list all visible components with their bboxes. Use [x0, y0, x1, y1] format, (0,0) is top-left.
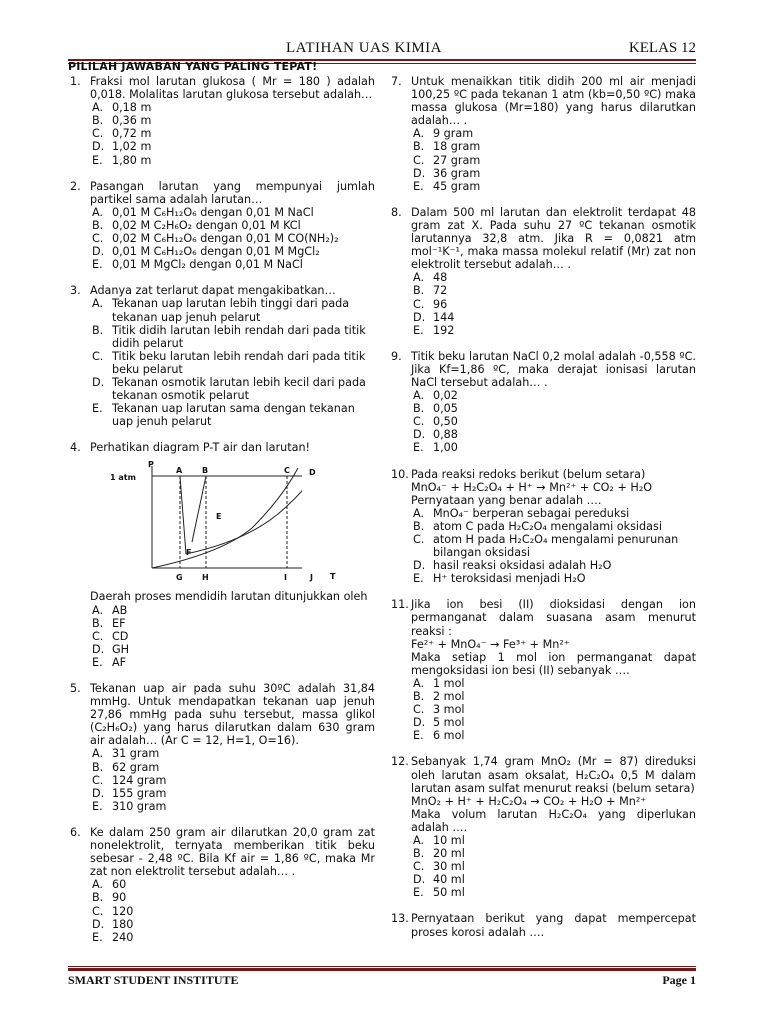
curve-water-vapor [152, 468, 298, 568]
answer-option-a [90, 747, 375, 760]
option-text: Tekanan osmotik larutan lebih kecil dari pada tekanan osmotik pelarut [112, 375, 366, 403]
option-letter: C. [413, 297, 425, 311]
option-text: Tekanan uap larutan lebih tinggi dari pada tekanan uap jenuh pelarut [112, 297, 350, 324]
question-number: 5. [70, 682, 81, 695]
answer-option-e [90, 931, 375, 944]
option-letter: A. [413, 676, 425, 690]
question-number: 12. [391, 755, 409, 769]
option-text: 192 [433, 323, 455, 337]
answer-option-d [90, 643, 375, 656]
answer-option-a [90, 297, 375, 323]
option-text: 6 mol [433, 729, 465, 743]
question-number: 11. [391, 598, 409, 612]
footer-rule-thin [68, 966, 696, 967]
question-number: 8. [391, 205, 402, 219]
option-text: 5 mol [433, 716, 465, 730]
footer-institute: SMART STUDENT INSTITUTE [68, 973, 239, 987]
answer-option-c [90, 774, 375, 787]
option-letter: B. [92, 114, 104, 128]
option-letter: D. [92, 140, 105, 154]
question-stem: Tekanan uap air pada suhu 30ºC adalah 31,84 mmHg. Untuk mendapatkan tekanan uap jenuh 27,86 mmHg pada suhu tersebut, massa glikol (C₂H₆O₂) yang harus dilarutkan dalam 630 gram air adalah… (Ar C = 12, H=1, O=16). [90, 682, 375, 748]
option-letter: C. [413, 703, 425, 717]
page-header [68, 40, 696, 60]
option-text: 0,02 [433, 389, 458, 403]
question-stem: Adanya zat terlarut dapat mengakibatkan… [90, 284, 336, 298]
option-text: 62 gram [112, 760, 160, 774]
option-letter: A. [413, 271, 425, 285]
option-text: 20 ml [433, 847, 465, 861]
question-followup: Maka setiap 1 mol ion permanganat dapat mengoksidasi ion besi (II) sebanyak …. [411, 650, 696, 677]
answer-option-b [411, 402, 696, 415]
option-text: 0,05 [433, 402, 458, 416]
option-text: 1,80 m [112, 153, 152, 167]
option-text: CD [112, 629, 129, 643]
answer-option-c [411, 298, 696, 311]
option-text: 18 gram [433, 140, 481, 154]
answer-option-b [411, 847, 696, 860]
curve-solution-solid [192, 476, 206, 542]
question-stem: Sebanyak 1,74 gram MnO₂ (Mr = 87) direduksi oleh larutan asam oksalat, H₂C₂O₄ 0,5 M dalam larutan asam sulfat menurut reaksi (belum setara) [411, 755, 696, 795]
answer-option-c [411, 415, 696, 428]
option-text: AF [112, 655, 127, 669]
option-letter: E. [92, 799, 103, 813]
question-number: 7. [391, 75, 402, 88]
option-letter: A. [92, 603, 104, 617]
option-letter: C. [92, 232, 104, 246]
answer-option-a [411, 271, 696, 284]
answer-option-b [90, 219, 375, 232]
option-letter: E. [92, 930, 103, 944]
option-text: 36 gram [433, 166, 481, 180]
diagram-label-pressure-label: 1 atm [110, 473, 136, 483]
answer-option-b [411, 284, 696, 297]
instruction: PILILAH JAWABAN YANG PALING TEPAT! [68, 60, 318, 73]
diagram-label-b: B [202, 466, 209, 476]
reaction-equation: MnO₄⁻ + H₂C₂O₄ + H⁺ → Mn²⁺ + CO₂ + H₂O [411, 480, 653, 494]
option-letter: E. [92, 258, 103, 272]
option-text: 0,01 M MgCl₂ dengan 0,01 M NaCl [112, 258, 303, 272]
option-letter: E. [413, 179, 424, 193]
question-1 [68, 75, 375, 167]
answer-option-e [90, 656, 375, 669]
option-text: 0,72 m [112, 127, 152, 141]
footer-rule-thick [68, 968, 696, 971]
diagram-label-g: G [176, 573, 183, 583]
option-text: 48 [433, 271, 448, 285]
option-text: Titik beku larutan lebih rendah dari pada titik beku pelarut [112, 349, 366, 376]
option-letter: E. [413, 886, 424, 900]
option-letter: B. [413, 519, 425, 533]
option-text: Titik didih larutan lebih rendah dari pada titik didih pelarut [112, 323, 366, 350]
option-text: 9 gram [433, 127, 474, 141]
answer-option-a [90, 878, 375, 891]
option-text: 30 ml [433, 860, 465, 874]
answer-option-a [90, 101, 375, 114]
question-11 [389, 598, 696, 742]
option-letter: B. [413, 690, 425, 704]
option-text: 180 [112, 917, 134, 931]
answer-option-b [90, 761, 375, 774]
answer-option-d [90, 918, 375, 931]
answer-option-a [411, 389, 696, 402]
right-column [389, 75, 696, 952]
option-letter: B. [92, 323, 104, 337]
option-letter: C. [413, 153, 425, 167]
option-letter: B. [413, 140, 425, 154]
option-letter: C. [413, 415, 425, 429]
answer-option-b [90, 617, 375, 630]
option-letter: C. [413, 533, 425, 546]
option-text: 96 [433, 297, 448, 311]
option-text: 310 gram [112, 799, 167, 813]
pt-diagram [102, 458, 336, 588]
option-letter: D. [92, 642, 105, 656]
option-letter: A. [413, 506, 425, 520]
option-letter: B. [413, 284, 425, 298]
question-stem: Titik beku larutan NaCl 0,2 molal adalah -0,558 ºC. Jika Kf=1,86 ºC, maka derajat ionisasi larutan NaCl tersebut adalah… . [411, 349, 696, 389]
question-followup: Daerah proses mendidih larutan ditunjukkan oleh [90, 590, 368, 604]
question-number: 2. [70, 179, 81, 193]
option-text: 1,02 m [112, 140, 152, 154]
option-text: AB [112, 603, 128, 617]
answer-option-e [90, 258, 375, 271]
answer-option-d [90, 376, 375, 402]
answer-option-e [90, 402, 375, 428]
option-text: GH [112, 642, 130, 656]
option-letter: D. [413, 428, 426, 442]
answer-option-a [411, 834, 696, 847]
answer-option-c [90, 127, 375, 140]
question-7 [389, 75, 696, 193]
option-text: 60 [112, 878, 127, 892]
diagram-label-c: C [284, 466, 290, 476]
option-letter: D. [92, 245, 105, 259]
answer-option-d [90, 140, 375, 153]
option-letter: E. [413, 729, 424, 743]
option-text: H⁺ teroksidasi menjadi H₂O [433, 572, 586, 586]
option-text: Tekanan uap larutan sama dengan tekanan uap jenuh pelarut [112, 402, 355, 429]
diagram-label-a: A [176, 466, 183, 476]
question-8 [389, 206, 696, 337]
question-5 [68, 682, 375, 813]
option-letter: C. [413, 860, 425, 874]
footer-page-number: Page 1 [662, 973, 696, 987]
class-label: KELAS 12 [628, 40, 696, 56]
answer-option-c [411, 860, 696, 873]
option-text: 124 gram [112, 773, 167, 787]
option-letter: D. [413, 310, 426, 324]
page-title: LATIHAN UAS KIMIA [286, 40, 442, 56]
option-letter: B. [92, 891, 104, 905]
option-letter: E. [92, 402, 103, 416]
option-text: 1,00 [433, 441, 458, 455]
left-column [68, 75, 375, 957]
option-text: 0,01 M C₆H₁₂O₆ dengan 0,01 M MgCl₂ [112, 245, 320, 259]
reaction-equation: Fe²⁺ + MnO₄⁻ → Fe³⁺ + Mn²⁺ [411, 637, 570, 651]
answer-option-e [90, 800, 375, 813]
question-number: 10. [391, 467, 409, 481]
option-letter: B. [92, 760, 104, 774]
answer-option-b [411, 140, 696, 153]
question-stem: Pasangan larutan yang mempunyai jumlah partikel sama adalah larutan… [90, 179, 375, 206]
question-number: 1. [70, 75, 81, 88]
question-stem: Ke dalam 250 gram air dilarutkan 20,0 gram zat nonelektrolit, ternyata memberikan titik beku sebesar - 2,48 ºC. Bila Kf air = 1,86 ºC, maka Mr zat non elektrolit tersebut adalah… . [90, 825, 375, 879]
answer-option-c [411, 533, 696, 559]
answer-option-d [411, 873, 696, 886]
option-text: 31 gram [112, 747, 160, 761]
option-letter: C. [92, 904, 104, 918]
answer-option-a [411, 127, 696, 140]
answer-option-a [411, 677, 696, 690]
diagram-label-d: D [309, 468, 316, 478]
question-9 [389, 350, 696, 455]
option-letter: A. [92, 747, 104, 761]
answer-option-e [411, 441, 696, 454]
answer-option-d [411, 428, 696, 441]
question-2 [68, 180, 375, 272]
question-4 [68, 441, 375, 669]
option-letter: C. [92, 629, 104, 643]
option-letter: E. [413, 323, 424, 337]
option-text: 1 mol [433, 676, 465, 690]
option-text: 120 [112, 904, 134, 918]
answer-option-e [411, 572, 696, 585]
option-letter: D. [413, 166, 426, 180]
question-followup: Maka volum larutan H₂C₂O₄ yang diperlukan adalah …. [411, 807, 696, 834]
answer-option-e [90, 154, 375, 167]
option-text: 0,36 m [112, 114, 152, 128]
question-stem: Pada reaksi redoks berikut (belum setara) [411, 467, 646, 481]
option-letter: B. [92, 218, 104, 232]
option-letter: D. [413, 716, 426, 730]
option-text: 27 gram [433, 153, 481, 167]
option-letter: D. [92, 786, 105, 800]
option-letter: B. [92, 616, 104, 630]
question-13 [389, 912, 696, 938]
option-letter: A. [413, 833, 425, 847]
option-letter: E. [413, 441, 424, 455]
answer-option-e [411, 729, 696, 742]
answer-option-d [90, 787, 375, 800]
answer-option-d [411, 716, 696, 729]
option-letter: B. [413, 402, 425, 416]
option-text: 144 [433, 310, 455, 324]
answer-option-c [90, 905, 375, 918]
diagram-label-i: I [284, 573, 287, 583]
question-number: 4. [70, 441, 81, 455]
diagram-label-f: F [186, 548, 192, 558]
question-stem: Fraksi mol larutan glukosa ( Mr = 180 ) adalah 0,018. Molalitas larutan glukosa tersebut adalah… [90, 75, 375, 102]
option-letter: A. [92, 297, 104, 311]
answer-option-c [90, 350, 375, 376]
option-text: atom C pada H₂C₂O₄ mengalami oksidasi [433, 519, 662, 533]
answer-option-b [411, 520, 696, 533]
question-stem: Perhatikan diagram P-T air dan larutan! [90, 441, 311, 455]
option-letter: D. [413, 559, 426, 573]
option-letter: A. [92, 878, 104, 892]
option-text: hasil reaksi oksidasi adalah H₂O [433, 559, 612, 573]
option-text: atom H pada H₂C₂O₄ mengalami penurunan bilangan oksidasi [433, 533, 679, 560]
answer-option-c [90, 232, 375, 245]
question-3 [68, 284, 375, 428]
option-text: 0,02 M C₂H₆O₂ dengan 0,01 M KCl [112, 218, 301, 232]
question-number: 13. [391, 912, 409, 926]
option-letter: E. [92, 655, 103, 669]
curve-solution-vapor [186, 470, 302, 554]
answer-option-c [411, 703, 696, 716]
question-number: 6. [70, 825, 81, 839]
option-text: EF [112, 616, 126, 630]
option-text: 0,88 [433, 428, 458, 442]
reaction-equation: MnO₂ + H⁺ + H₂C₂O₄ → CO₂ + H₂O + Mn²⁺ [411, 794, 647, 808]
option-text: 50 ml [433, 886, 465, 900]
option-letter: A. [413, 127, 425, 141]
answer-option-b [411, 690, 696, 703]
option-letter: A. [413, 389, 425, 403]
answer-option-d [411, 311, 696, 324]
question-stem: Untuk menaikkan titik didih 200 ml air menjadi 100,25 ºC pada tekanan 1 atm (kb=0,50 ºC) maka massa glukosa (Mr=180) yang harus dilarutkan adalah… . [411, 75, 696, 128]
option-letter: A. [92, 101, 104, 115]
answer-option-a [411, 507, 696, 520]
diagram-label-h: H [202, 573, 209, 583]
option-letter: A. [92, 205, 104, 219]
curve-solid-liquid [180, 476, 186, 554]
option-text: 0,02 M C₆H₁₂O₆ dengan 0,01 M CO(NH₂)₂ [112, 232, 339, 246]
answer-option-b [90, 891, 375, 904]
option-text: 10 ml [433, 833, 465, 847]
option-letter: C. [92, 773, 104, 787]
option-letter: D. [413, 873, 426, 887]
option-text: 240 [112, 930, 134, 944]
diagram-label-axis-p: P [148, 460, 154, 470]
diagram-label-axis-t: T [330, 572, 336, 582]
question-number: 3. [70, 284, 81, 298]
question-stem: Dalam 500 ml larutan dan elektrolit terdapat 48 gram zat X. Pada suhu 27 ºC tekanan osmotik larutannya 32,8 atm. Jika R = 0,0821 atm mol⁻¹K⁻¹, maka massa molekul relatif (Mr) zat non elektrolit tersebut adalah… . [411, 205, 696, 272]
question-stem: Pernyataan berikut yang dapat mempercepat proses korosi adalah …. [411, 912, 696, 939]
diagram-label-j: J [310, 573, 313, 583]
option-text: 3 mol [433, 703, 465, 717]
option-text: 72 [433, 284, 448, 298]
answer-option-c [90, 630, 375, 643]
question-10 [389, 468, 696, 586]
answer-option-e [411, 180, 696, 193]
answer-option-d [411, 559, 696, 572]
option-text: 45 gram [433, 179, 481, 193]
option-letter: D. [92, 917, 105, 931]
question-stem: Jika ion besi (II) dioksidasi dengan ion permanganat dalam suasana asam menurut reaksi : [411, 598, 696, 638]
option-text: 2 mol [433, 690, 465, 704]
question-number: 9. [391, 349, 402, 363]
answer-option-b [90, 114, 375, 127]
option-letter: E. [92, 153, 103, 167]
option-letter: D. [92, 375, 105, 389]
question-6 [68, 826, 375, 944]
option-letter: C. [92, 127, 104, 141]
answer-option-b [90, 324, 375, 350]
option-text: 40 ml [433, 873, 465, 887]
option-text: 90 [112, 891, 127, 905]
option-text: 0,01 M C₆H₁₂O₆ dengan 0,01 M NaCl [112, 205, 314, 219]
option-letter: E. [413, 572, 424, 586]
answer-option-d [90, 245, 375, 258]
answer-option-d [411, 167, 696, 180]
option-text: 0,18 m [112, 101, 152, 115]
answer-option-c [411, 154, 696, 167]
option-text: MnO₄⁻ berperan sebagai pereduksi [433, 506, 630, 520]
answer-option-a [90, 206, 375, 219]
option-letter: C. [92, 349, 104, 363]
option-text: 155 gram [112, 786, 167, 800]
option-letter: B. [413, 847, 425, 861]
diagram-label-e: E [216, 512, 222, 522]
question-12 [389, 755, 696, 899]
question-followup: Pernyataan yang benar adalah …. [411, 493, 602, 507]
answer-option-e [411, 324, 696, 337]
answer-option-e [411, 886, 696, 899]
option-text: 0,50 [433, 415, 458, 429]
answer-option-a [90, 604, 375, 617]
